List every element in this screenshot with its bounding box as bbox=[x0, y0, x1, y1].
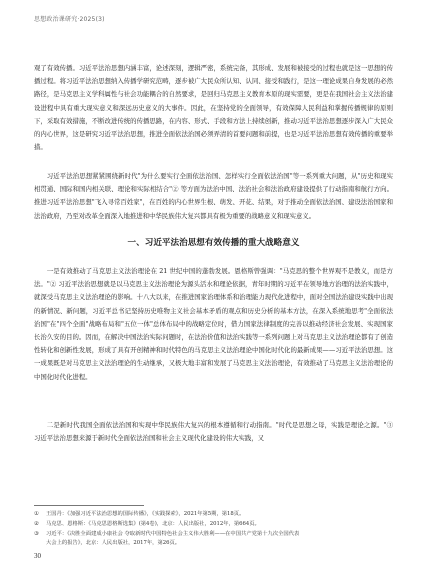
footnote-marker: ① bbox=[34, 511, 39, 517]
footnote-continuation: 大会上的报告》，北京：人民出版社，2017年，第26页。 bbox=[46, 540, 181, 547]
body-paragraph-4: 二是新时代我国全面依法治国和实现中华民族伟大复兴的根本遵循和行动指南。"时代是思想之母，实践是理论之源。"③ 习近平法治思想来源于新时代全面依法治国和社会主义现代化建设的伟大实践，又 bbox=[34, 421, 393, 443]
journal-header: 思想政治课研究·2025(3) bbox=[34, 16, 105, 23]
footnote-marker: ③ bbox=[34, 530, 39, 537]
footnote-item bbox=[34, 520, 393, 530]
footnote-item bbox=[34, 510, 393, 520]
footnote-text: 习近平：《决胜全面建成小康社会 夺取新时代中国特色社会主义伟大胜利——在中国共产党第十九次全国代表 bbox=[46, 530, 300, 537]
body-paragraph-1: 观了有效传播。习近平法治思想内涵丰富，论述深刻，逻辑严密，系统完备，其形成、发展和被接受的过程也就是这一思想的传播过程。将习近平法治思想纳入传播学研究范畴，逐步被广大民众所认知、认同、接受和践行，是这一理论成果自身发展的必然路径，是马克思主义学科属性与社会功能耦合的自然要求，是回归马克思主义教育本原的现实需要，更是在我国社会主义法治建设进程中具有重大现实意义和深远历史意义的大事件。因此，在坚持党的全面领导，有效保障人民利益和掌握传播规律的原则下，采取有效措施，不断改进传统的传播思路，在内容、形式、手段和方法上持续创新，推动习近平法治思想逐步深入广大民众的内心世界，这是研究习近平法治思想，推进全面依法治国必须弄清的首要问题和前提，也是习近平法治思想有效传播的重要举措。 bbox=[34, 64, 393, 152]
body-paragraph-3: 一是有效推动了马克思主义法治理论在 21 世纪中国的蓬勃发展。恩格斯曾强调："马克思的整个世界观不是教义，而是方法。"② 习近平法治思想就是以马克思主义法治理论为源头活水和理论依据，青年时期的习近平在领导地方治理的法治实践中，就深受马克思主义法治理论的影响。十八大以来，在推进国家治理体系和治理能力现代化进程中，面对全国法治建设实践中出现的新情况、新问题，习近平总书记坚持历史唯物主义社会基本矛盾的观点和历史分析的基本方法，在深入系统地思考"全面依法治国"在"四个全面"战略布局和"五位一体"总体布局中的战略定位时，借力国家法律制度的完善以推动经济社会发展、实现国家长治久安的目的。因而，在解决中国法治实际问题时，在法治价值和法治实践等一系列问题上对马克思主义法治理论都有了创造性转化和创新性发展，形成了具有开创精神和时代特色的马克思主义法治理论中国化时代化的最新成果——习近平法治思想。这一成果既是对马克思主义法治理论的生动继承，又极大地丰富和发展了马克思主义法治理论，有效推动了马克思主义法治理论的中国化时代化进程。 bbox=[34, 267, 393, 381]
footnote-text: 王国丹：《加强习近平法治思想的国际传播》，《实践探索》，2021年第5期，第18页。 bbox=[46, 511, 245, 517]
footnote-item bbox=[34, 530, 393, 540]
footnote-divider bbox=[34, 505, 144, 506]
footnote-text: 马克思、恩格斯：《马克思恩格斯选集》(第4卷)，北京：人民出版社，2012年，第664页。 bbox=[46, 520, 260, 527]
footnote-marker: ② bbox=[34, 520, 39, 527]
body-paragraph-2: 习近平法治思想紧紧围绕新时代"为什么要实行全面依法治国、怎样实行全面依法治国"等一系列重大问题，从"历史和现实相贯通、国际和国内相关联、理论和实际相结合"② 等方面为法治中国、法治社会和法治政府建设提供了行动指南和航行方向。推进习近平法治思想"飞入寻常百姓家"，在百姓的内心世界生根、萌发、开花、结果，对于推动全面依法治国、建设法治国家和法治政府，乃至对改革全面深入地推进和中华民族伟大复兴都具有极为重要的战略意义和现实意义。 bbox=[34, 172, 393, 220]
page-number: 30 bbox=[34, 552, 41, 560]
section-heading: 一、习近平法治思想有效传播的重大战略意义 bbox=[127, 238, 300, 248]
footnote-list bbox=[34, 510, 393, 549]
